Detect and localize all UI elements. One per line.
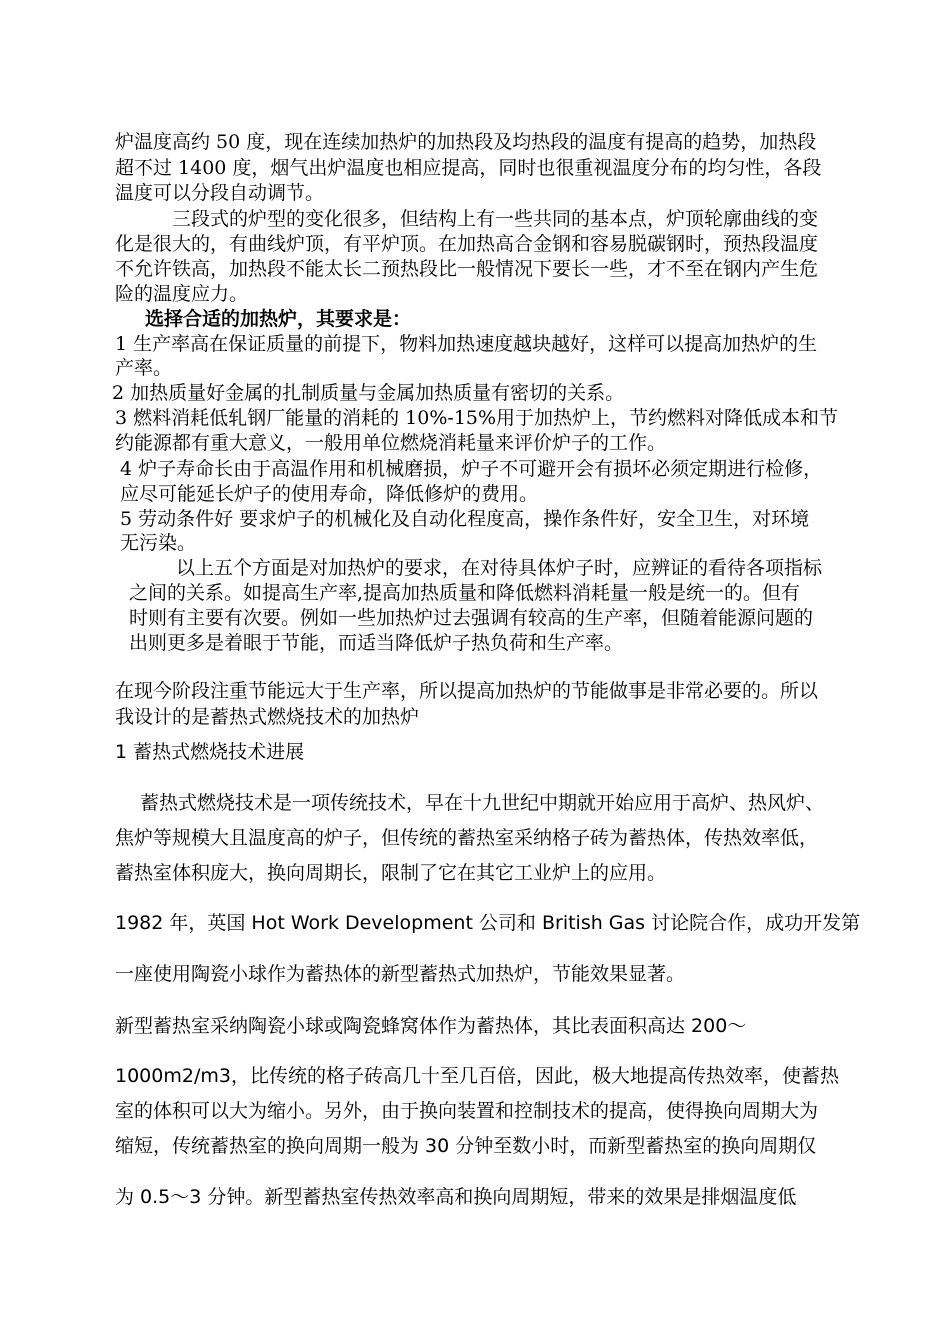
paragraph-line: 以上五个方面是对加热炉的要求，在对待具体炉子时，应辨证的看待各项指标 (176, 557, 823, 579)
requirement-item-3: 约能源都有重大意义，一般用单位燃烧消耗量来评价炉子的工作。 (115, 432, 667, 454)
paragraph-line: 我设计的是蓄热式燃烧技术的加热炉 (115, 706, 420, 728)
paragraph-line: 一座使用陶瓷小球作为蓄热体的新型蓄热式加热炉，节能效果显著。 (115, 963, 686, 985)
paragraph-line: 化是很大的，有曲线炉顶，有平炉顶。在加热高合金钢和容易脱碳钢时，预热段温度 (115, 233, 819, 255)
paragraph-line: 蓄热式燃烧技术是一项传统技术，早在十九世纪中期就开始应用于高炉、热风炉、 (140, 792, 825, 814)
requirement-item-2: 2 加热质量好金属的扎制质量与金属加热质量有密切的关系。 (112, 382, 625, 404)
paragraph-line: 焦炉等规模大且温度高的炉子，但传统的蓄热室采纳格子砖为蓄热体，传热效率低， (115, 827, 819, 849)
paragraph-line: 温度可以分段自动调节。 (115, 182, 325, 204)
requirement-item-4: 4 炉子寿命长由于高温作用和机械磨损，炉子不可避开会有损坏必须定期进行检修， (120, 458, 823, 480)
requirement-item-4: 应尽可能延长炉子的使用寿命，降低修炉的费用。 (120, 483, 539, 505)
paragraph-line: 缩短，传统蓄热室的换向周期一般为 30 分钟至数小时，而新型蓄热室的换向周期仅 (115, 1135, 817, 1157)
paragraph-line: 在现今阶段注重节能远大于生产率，所以提高加热炉的节能做事是非常必要的。所以 (115, 680, 819, 702)
paragraph-line: 三段式的炉型的变化很多，但结构上有一些共同的基本点，炉顶轮廓曲线的变 (172, 208, 819, 230)
paragraph-line: 炉温度高约 50 度，现在连续加热炉的加热段及均热段的温度有提高的趋势，加热段 (115, 131, 817, 153)
paragraph-line: 出则更多是着眼于节能，而适当降低炉子热负荷和生产率。 (129, 632, 624, 654)
requirement-item-1: 1 生产率高在保证质量的前提下，物料加热速度越块越好，这样可以提高加热炉的生 (115, 333, 818, 355)
requirement-item-1: 产率。 (115, 357, 173, 379)
paragraph-line: 为 0.5～3 分钟。新型蓄热室传热效率高和换向周期短，带来的效果是排烟温度低 (115, 1186, 797, 1208)
paragraph-line: 1000m2/m3，比传统的格子砖高几十至几百倍，因此，极大地提高传热效率，使蓄热 (115, 1065, 839, 1087)
paragraph-line: 险的温度应力。 (115, 283, 249, 305)
paragraph-line: 新型蓄热室采纳陶瓷小球或陶瓷蜂窝体作为蓄热体，其比表面积高达 200～ (115, 1015, 747, 1037)
section-title: 1 蓄热式燃烧技术进展 (115, 741, 305, 763)
paragraph-line: 1982 年，英国 Hot Work Development 公司和 British Gas 讨论院合作，成功开发第 (115, 912, 861, 934)
paragraph-line: 之间的关系。如提高生产率,提高加热质量和降低燃料消耗量一般是统一的。但有 (129, 582, 801, 604)
paragraph-line: 室的体积可以大为缩小。另外，由于换向装置和控制技术的提高，使得换向周期大为 (115, 1100, 819, 1122)
paragraph-line: 超不过 1400 度，烟气出炉温度也相应提高，同时也很重视温度分布的均匀性，各段 (115, 157, 822, 179)
paragraph-line: 时则有主要有次要。例如一些加热炉过去强调有较高的生产率，但随着能源问题的 (129, 607, 814, 629)
requirement-item-5: 5 劳动条件好 要求炉子的机械化及自动化程度高，操作条件好，安全卫生，对环境 (120, 508, 810, 530)
paragraph-line: 蓄热室体积庞大，换向周期长，限制了它在其它工业炉上的应用。 (115, 862, 667, 884)
requirement-item-5: 无污染。 (120, 532, 197, 554)
requirement-item-3: 3 燃料消耗低轧钢厂能量的消耗的 10%-15%用于加热炉上，节约燃料对降低成本和节 (115, 407, 839, 429)
requirements-heading: 选择合适的加热炉，其要求是： (145, 308, 412, 330)
paragraph-line: 不允许铁高，加热段不能太长二预热段比一般情况下要长一些，才不至在钢内产生危 (115, 258, 819, 280)
